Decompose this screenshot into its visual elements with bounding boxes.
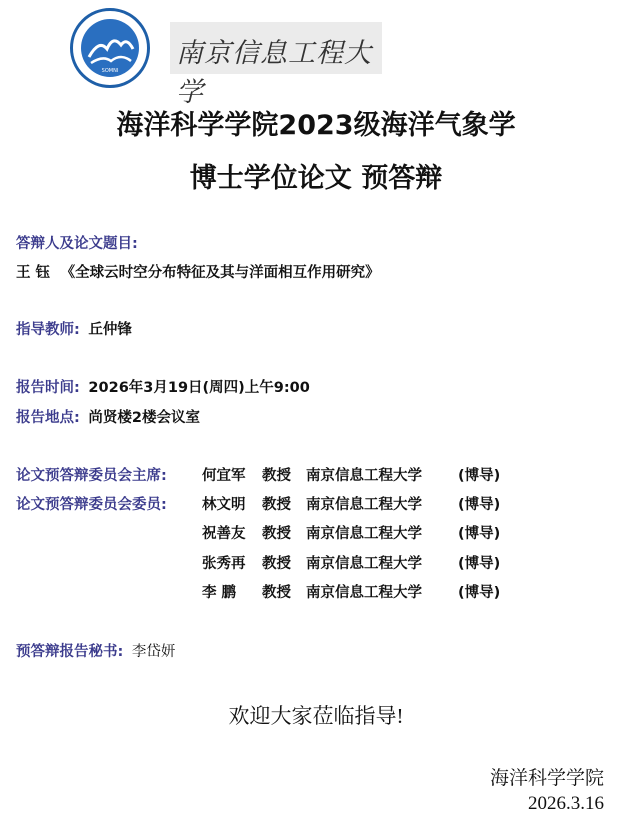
advisor-name: 丘仲锋	[88, 322, 132, 338]
title-line-2: 博士学位论文 预答辩	[189, 163, 443, 194]
signature-org: 海洋科学学院	[489, 768, 604, 789]
time-value: 2026年3月19日(周四)上午9:00	[88, 380, 310, 396]
defender-label: 答辩人及论文题目:	[16, 236, 138, 252]
time-label: 报告时间:	[16, 380, 80, 396]
committee-member-name: 祝善友	[202, 526, 246, 542]
defender-row	[16, 261, 380, 282]
committee-member-org: 南京信息工程大学	[306, 468, 422, 484]
committee-member-label	[16, 493, 167, 514]
advisor-row	[16, 318, 132, 339]
secretary-label: 预答辩报告秘书:	[16, 644, 124, 660]
logo-text: SOMNI	[101, 68, 119, 74]
committee-member-name: 张秀再	[202, 556, 246, 572]
committee-member-org: 南京信息工程大学	[306, 526, 422, 542]
committee-member-org: 南京信息工程大学	[306, 497, 422, 513]
advisor-label: 指导教师:	[16, 322, 80, 338]
committee-member-type: (博导)	[458, 497, 501, 513]
welcome-message: 欢迎大家莅临指导!	[228, 704, 404, 728]
place-value: 尚贤楼2楼会议室	[88, 410, 201, 426]
committee-member-type: (博导)	[458, 526, 501, 542]
university-logo	[70, 8, 150, 88]
committee-member-type: (博导)	[458, 585, 501, 601]
place-label: 报告地点:	[16, 410, 80, 426]
committee-member-title: 教授	[262, 585, 291, 601]
secretary-row	[16, 640, 175, 661]
secretary-name: 李岱妍	[131, 644, 176, 660]
time-row	[16, 376, 310, 397]
place-row	[16, 406, 200, 427]
member-label-text: 论文预答辩委员会委员:	[16, 497, 167, 513]
school-name-text: 南京信息工程大学	[176, 38, 372, 108]
committee-member-name: 李 鹏	[202, 585, 237, 601]
school-name-banner	[170, 22, 382, 108]
title-line-1: 海洋科学学院2023级海洋气象学	[116, 110, 516, 141]
committee-chair-label	[16, 464, 167, 485]
committee-member-org: 南京信息工程大学	[306, 585, 422, 601]
defender-label-row	[16, 232, 138, 253]
thesis-title: 《全球云时空分布特征及其与洋面相互作用研究》	[60, 265, 380, 281]
chair-label-text: 论文预答辩委员会主席:	[16, 468, 167, 484]
committee-member-type: (博导)	[458, 556, 501, 572]
committee-member-title: 教授	[262, 556, 291, 572]
committee-member-org: 南京信息工程大学	[306, 556, 422, 572]
committee-member-name: 林文明	[202, 497, 246, 513]
committee-member-title: 教授	[262, 468, 291, 484]
committee-member-title: 教授	[262, 497, 291, 513]
signature-date: 2026.3.16	[528, 793, 604, 814]
committee-member-name: 何宜军	[202, 468, 246, 484]
defender-name: 王 钰	[16, 265, 51, 281]
committee-member-title: 教授	[262, 526, 291, 542]
wave-emblem-icon	[81, 19, 139, 77]
committee-member-type: (博导)	[458, 468, 501, 484]
